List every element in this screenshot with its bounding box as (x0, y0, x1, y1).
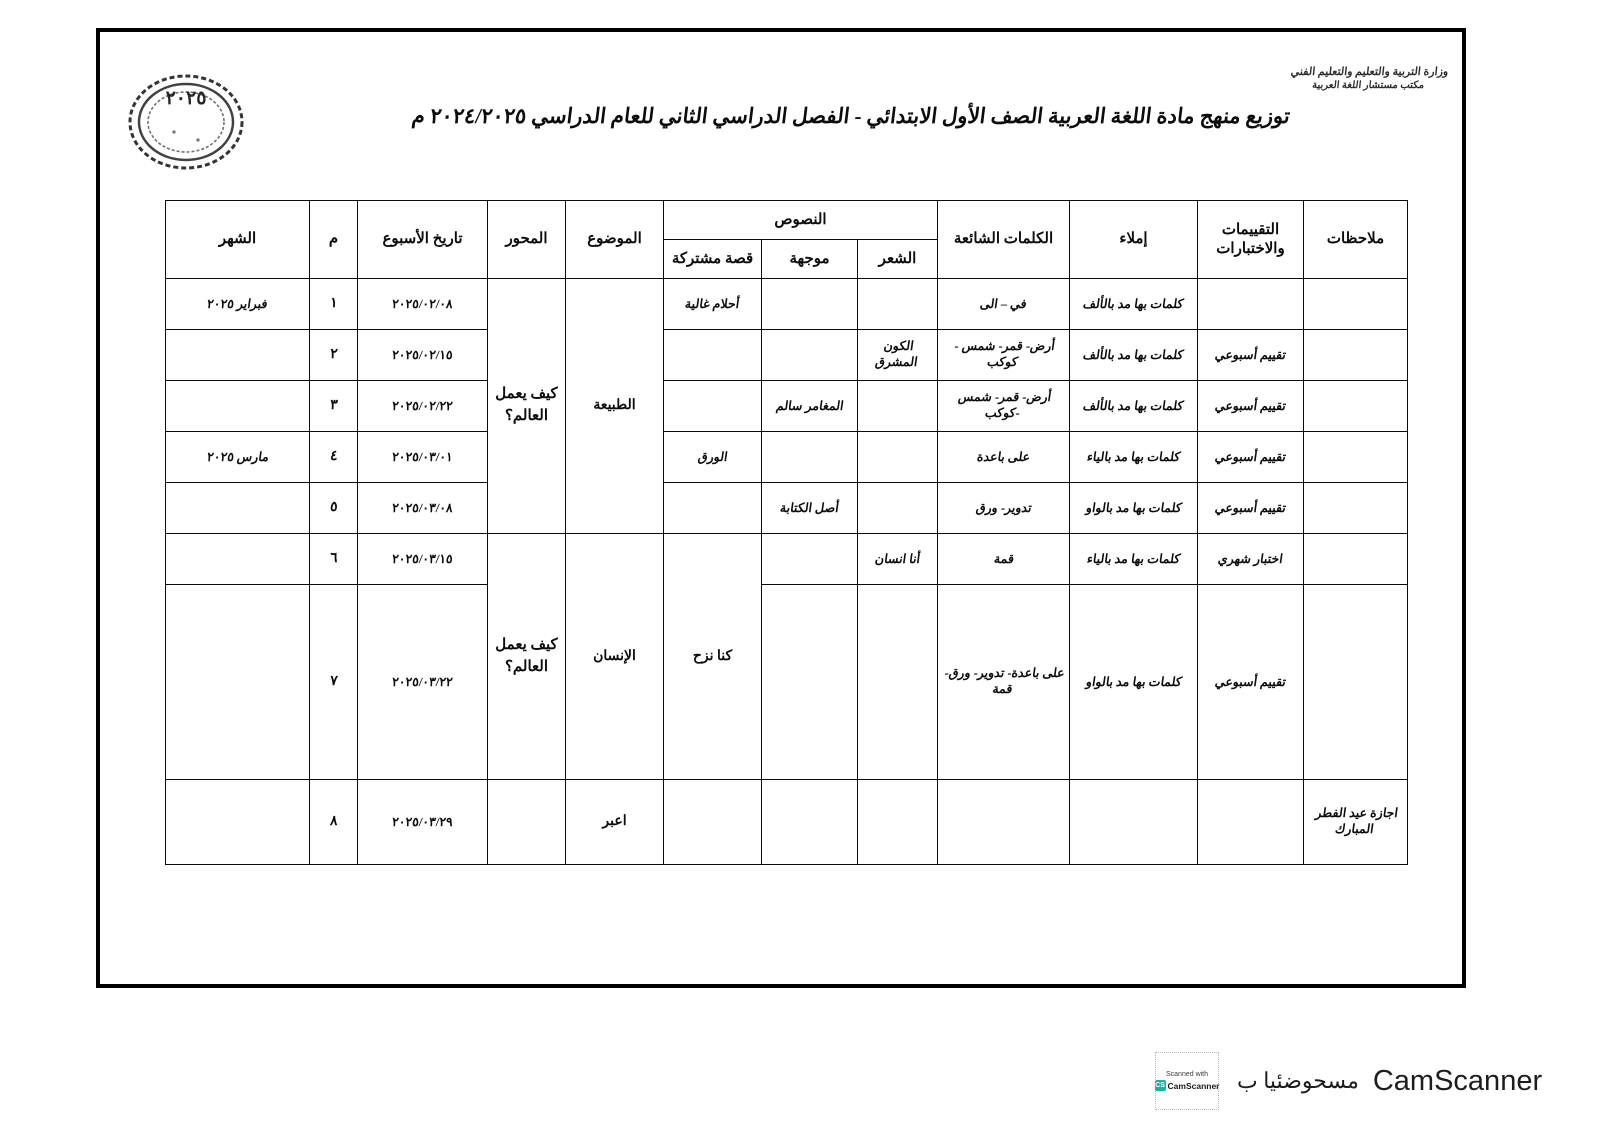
cell-number (310, 780, 358, 865)
cell-text: ٦ (329, 551, 338, 567)
header-number: م (310, 201, 358, 279)
cell-dictation (1070, 432, 1198, 483)
badge-scanned-with-label: Scanned with (1165, 1071, 1209, 1078)
cell-week-date (358, 534, 488, 585)
cell-number (310, 585, 358, 780)
cell-text: ٢٠٢٥/٠٢/٠٨ (391, 296, 454, 311)
cell-text: كيف يعمل العالم؟ (495, 386, 558, 424)
cell-dictation (1070, 483, 1198, 534)
cell-guided (762, 432, 858, 483)
cell-text: كنا نزح (692, 648, 733, 664)
table-row (166, 381, 1408, 432)
camscanner-watermark (1155, 1052, 1542, 1110)
cell-week-date (358, 432, 488, 483)
cell-poetry (858, 279, 938, 330)
cell-shared-story (664, 432, 762, 483)
cell-poetry (858, 483, 938, 534)
cell-number (310, 279, 358, 330)
cell-topic (566, 780, 664, 865)
cell-text: تقييم أسبوعي (1214, 449, 1288, 464)
cell-text: أصل الكتابة (779, 500, 840, 515)
cell-text: ٢٠٢٥/٠٣/١٥ (391, 551, 454, 566)
cell-shared-story (664, 330, 762, 381)
cell-poetry (858, 381, 938, 432)
cell-common-words (938, 432, 1070, 483)
cell-poetry (858, 585, 938, 780)
cell-poetry (858, 330, 938, 381)
cell-assessments (1198, 585, 1304, 780)
cell-week-date (358, 780, 488, 865)
cell-month (166, 534, 310, 585)
cell-number (310, 432, 358, 483)
cell-text: ٨ (329, 814, 338, 830)
cell-common-words (938, 330, 1070, 381)
header-shared-story: قصة مشتركة (664, 240, 762, 279)
header-axis: المحور (488, 201, 566, 279)
cell-common-words (938, 780, 1070, 865)
header-month: الشهر (166, 201, 310, 279)
cell-text: كلمات بها مد بالألف (1082, 296, 1185, 311)
ministry-header (1289, 66, 1449, 92)
cell-week-date (358, 279, 488, 330)
cell-assessments (1198, 483, 1304, 534)
cell-poetry (858, 534, 938, 585)
cell-shared-story (664, 534, 762, 780)
cell-text: الكون المشرق (874, 339, 919, 369)
cell-notes (1304, 381, 1408, 432)
cell-text: ٢ (329, 347, 338, 363)
cell-text: ٢٠٢٥/٠٣/٠٨ (391, 500, 454, 515)
cell-shared-story (664, 483, 762, 534)
cell-text: كيف يعمل العالم؟ (495, 636, 558, 675)
cell-topic (566, 279, 664, 534)
cell-text: كلمات بها مد بالألف (1082, 347, 1185, 362)
cell-text: مارس ٢٠٢٥ (205, 449, 270, 464)
cell-month (166, 381, 310, 432)
cell-axis (488, 534, 566, 780)
cell-number (310, 381, 358, 432)
cell-notes (1304, 534, 1408, 585)
cell-text: ٣ (329, 398, 338, 414)
cell-text: كلمات بها مد بالياء (1086, 449, 1182, 464)
cell-text: كلمات بها مد بالألف (1082, 398, 1185, 413)
cell-month (166, 330, 310, 381)
header-texts: النصوص (664, 201, 938, 240)
cell-week-date (358, 330, 488, 381)
cell-dictation (1070, 780, 1198, 865)
cell-month (166, 279, 310, 330)
header-week-date: تاريخ الأسبوع (358, 201, 488, 279)
ministry-line-1: وزارة التربية والتعليم والتعليم الفني (1290, 66, 1450, 78)
camscanner-brand-text: CamScanner (1372, 1064, 1543, 1097)
cell-week-date (358, 585, 488, 780)
table-row (166, 585, 1408, 780)
cell-text: على باعدة- تدوير- ورق- قمة (943, 666, 1066, 696)
cell-common-words (938, 381, 1070, 432)
curriculum-distribution-table (165, 200, 1408, 865)
scanned-page-sheet (96, 28, 1466, 988)
cell-notes (1304, 585, 1408, 780)
cell-text: تقييم أسبوعي (1214, 674, 1288, 689)
cell-assessments (1198, 330, 1304, 381)
cell-text: أرض- قمر- شمس -كوكب (957, 390, 1053, 420)
cell-text: تقييم أسبوعي (1214, 500, 1288, 515)
cell-topic (566, 534, 664, 780)
cell-text: الإنسان (593, 648, 636, 664)
cell-text: ٢٠٢٥/٠٣/٠١ (391, 449, 454, 464)
cell-text: الورق (696, 449, 729, 464)
cell-number (310, 330, 358, 381)
cell-shared-story (664, 381, 762, 432)
cell-poetry (858, 432, 938, 483)
cell-text: ٥ (329, 500, 338, 516)
cell-common-words (938, 279, 1070, 330)
cell-assessments (1198, 432, 1304, 483)
cell-text: تقييم أسبوعي (1214, 347, 1288, 362)
cell-text: اجازة عيد الفطر المبارك (1314, 806, 1399, 836)
camscanner-badge-icon (1155, 1052, 1219, 1110)
cell-text: أنا انسان (874, 551, 922, 566)
cell-month (166, 585, 310, 780)
cell-assessments (1198, 534, 1304, 585)
cell-number (310, 534, 358, 585)
table-row (166, 432, 1408, 483)
cell-text: في – الى (979, 296, 1028, 311)
cell-text: الطبيعة (593, 398, 636, 414)
cell-text: كلمات بها مد بالواو (1084, 674, 1183, 689)
header-poetry: الشعر (858, 240, 938, 279)
table-row (166, 330, 1408, 381)
cell-dictation (1070, 381, 1198, 432)
cell-text: اختبار شهري (1217, 551, 1284, 566)
cell-guided (762, 381, 858, 432)
cell-common-words (938, 585, 1070, 780)
table-row (166, 279, 1408, 330)
cell-dictation (1070, 534, 1198, 585)
cell-text: ٢٠٢٥/٠٢/٢٢ (391, 398, 454, 413)
cell-text: ٢٠٢٥/٠٣/٢٢ (391, 674, 454, 689)
cell-common-words (938, 534, 1070, 585)
official-stamp-icon (122, 70, 250, 175)
page-title: توزيع منهج مادة اللغة العربية الصف الأول الابتدائي - الفصل الدراسي الثاني للعام الدراسي ٢٠٢٤/٢٠٢٥ م (410, 104, 1292, 128)
cell-guided (762, 279, 858, 330)
table-row (166, 534, 1408, 585)
cell-shared-story (664, 279, 762, 330)
cell-guided (762, 330, 858, 381)
cell-dictation (1070, 279, 1198, 330)
cell-common-words (938, 483, 1070, 534)
header-common-words: الكلمات الشائعة (938, 201, 1070, 279)
cell-text: ١ (329, 296, 338, 312)
cell-text: قمة (992, 551, 1015, 566)
svg-text:٢٠٢٥: ٢٠٢٥ (165, 88, 207, 109)
cell-dictation (1070, 585, 1198, 780)
header-notes: ملاحظات (1304, 201, 1408, 279)
cell-text: أحلام غالية (684, 296, 741, 311)
cell-week-date (358, 483, 488, 534)
cell-notes (1304, 330, 1408, 381)
badge-brand-label: CamScanner (1167, 1080, 1220, 1091)
cell-poetry (858, 780, 938, 865)
cell-month (166, 483, 310, 534)
cell-week-date (358, 381, 488, 432)
cell-text: أرض- قمر- شمس - كوكب (953, 339, 1056, 369)
cell-text: المغامر سالم (774, 398, 845, 413)
cell-notes (1304, 279, 1408, 330)
header-assessments: التقييمات والاختبارات (1198, 201, 1304, 279)
cell-assessments (1198, 279, 1304, 330)
cell-text: ٤ (329, 449, 338, 465)
cell-shared-story (664, 780, 762, 865)
cell-assessments (1198, 780, 1304, 865)
camscanner-logo-icon: CS (1155, 1082, 1165, 1089)
badge-brand-row (1155, 1080, 1220, 1091)
cell-guided (762, 534, 858, 585)
ministry-line-2: مكتب مستشار اللغة العربية (1312, 79, 1426, 91)
cell-text: فبراير ٢٠٢٥ (206, 296, 269, 311)
cell-axis (488, 780, 566, 865)
table-row (166, 483, 1408, 534)
camscanner-arabic-note: مسحوضئيا ب (1237, 1068, 1359, 1093)
cell-assessments (1198, 381, 1304, 432)
cell-notes (1304, 432, 1408, 483)
cell-text: كلمات بها مد بالياء (1086, 551, 1182, 566)
header-topic: الموضوع (566, 201, 664, 279)
cell-guided (762, 780, 858, 865)
cell-dictation (1070, 330, 1198, 381)
cell-notes (1304, 483, 1408, 534)
cell-text: ٢٠٢٥/٠٢/١٥ (391, 347, 454, 362)
cell-text: ٧ (329, 674, 338, 690)
cell-month (166, 780, 310, 865)
header-guided: موجهة (762, 240, 858, 279)
cell-text: على باعدة (976, 449, 1032, 464)
cell-text: كلمات بها مد بالواو (1084, 500, 1183, 515)
curriculum-distribution-table-wrapper (166, 200, 1408, 865)
cell-number (310, 483, 358, 534)
cell-text: اعبر (602, 814, 627, 830)
cell-text: تدوير- ورق (974, 500, 1033, 515)
cell-month (166, 432, 310, 483)
cell-text: تقييم أسبوعي (1214, 398, 1288, 413)
cell-axis (488, 279, 566, 534)
cell-guided (762, 585, 858, 780)
cell-notes (1304, 780, 1408, 865)
cell-text: ٢٠٢٥/٠٣/٢٩ (391, 814, 454, 829)
table-header-row-main (166, 201, 1408, 240)
cell-guided (762, 483, 858, 534)
table-row (166, 780, 1408, 865)
header-dictation: إملاء (1070, 201, 1198, 279)
